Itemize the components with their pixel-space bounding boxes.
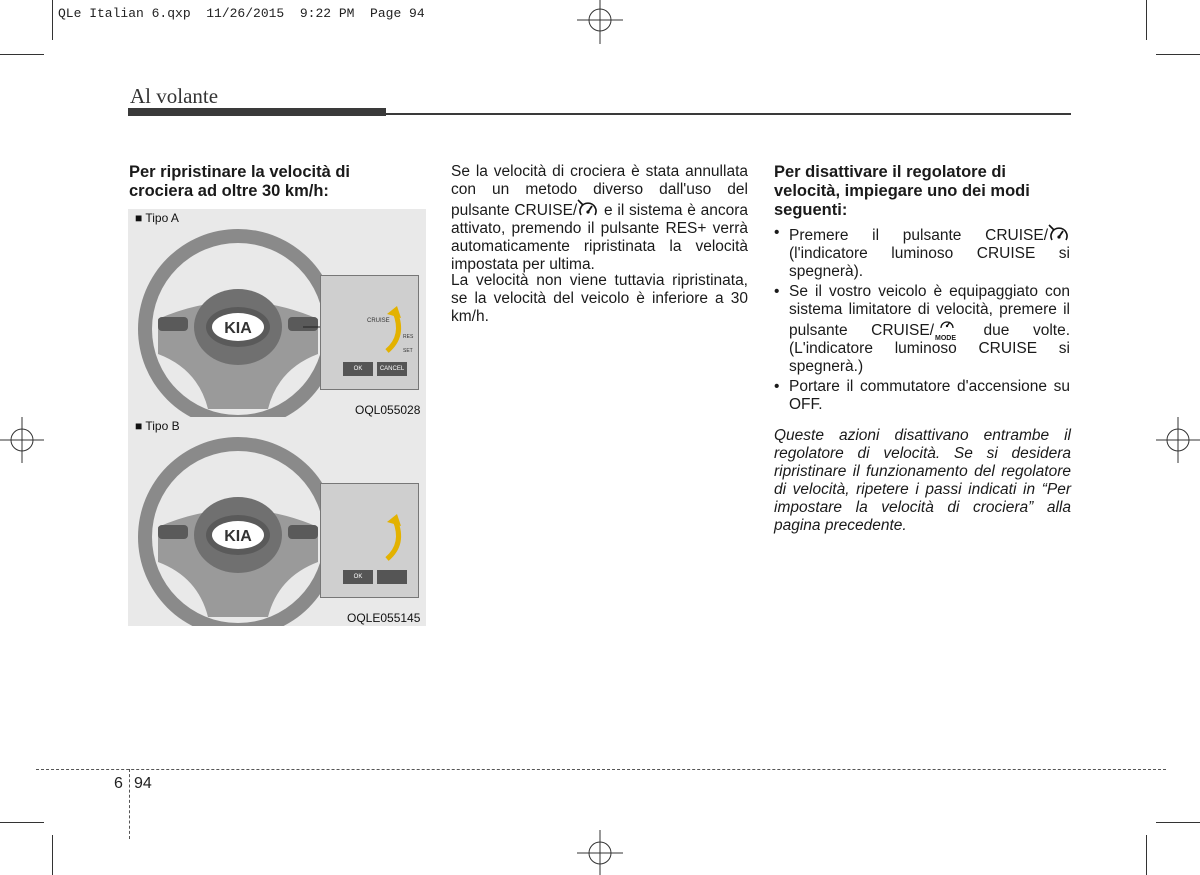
- figure-tipo-b: [128, 417, 426, 626]
- speed-limiter-mode-icon: [934, 319, 960, 342]
- crop-mark: [52, 0, 53, 40]
- button-inset: [320, 275, 419, 390]
- p1-text-a: Se la velocità di crociera è stata annullata con un metodo diverso dall'uso del pulsante CRUISE/: [451, 163, 748, 219]
- header-rule-thin: [386, 113, 1071, 115]
- crop-mark: [1146, 0, 1147, 40]
- b2-text-a: Se il vostro veicolo è equipaggiato con sistema limitatore di velocità, premere il pulsante CRUISE/: [789, 283, 1070, 339]
- crop-mark: [1146, 835, 1147, 875]
- figure-code: OQLE055145: [347, 611, 421, 625]
- list-item: [774, 224, 1070, 281]
- figure-label: ■ Tipo B: [135, 419, 180, 433]
- crop-mark: [1156, 822, 1200, 823]
- list-item: • Portare il commutatore d'accensione su OFF.: [774, 378, 1070, 414]
- deactivation-list: [774, 224, 1070, 416]
- kia-logo: KIA: [224, 320, 252, 337]
- left-heading: Per ripristinare la velocità di crociera ad oltre 30 km/h:: [129, 163, 351, 200]
- arrow-up-icon: [381, 306, 414, 356]
- ok-button: [343, 570, 373, 584]
- ok-button-label: OK: [353, 574, 363, 580]
- cruise-button-label: CRUISE: [367, 318, 390, 324]
- registration-mark-right: [1156, 415, 1200, 465]
- mode-button: [377, 570, 407, 584]
- figure-label: ■ Tipo A: [135, 211, 179, 225]
- registration-mark-left: [0, 415, 44, 465]
- middle-paragraph-1: [451, 163, 748, 274]
- footer-dashed-divider: [129, 769, 130, 839]
- b2-text-b: due volte. (L'indicatore luminoso CRUISE si spegnerà.): [789, 322, 1070, 375]
- ok-button: [343, 362, 373, 376]
- b1-text-b: (l'indicatore luminoso CRUISE si spegnerà).: [789, 245, 1070, 280]
- crop-mark: [0, 822, 44, 823]
- cruise-speedometer-icon: [577, 199, 599, 219]
- crop-mark: [0, 54, 44, 55]
- cancel-button: [377, 362, 407, 376]
- footer-dashed-rule: [36, 769, 1166, 770]
- right-heading: Per disattivare il regolatore di velocità, impiegare uno dei modi seguenti:: [774, 163, 1030, 219]
- set-label: SET: [403, 348, 413, 354]
- cruise-speedometer-icon: [1048, 224, 1070, 244]
- ok-button-label: OK: [353, 366, 363, 372]
- list-item: [774, 283, 1070, 376]
- middle-paragraph-2: La velocità non viene tuttavia ripristinata, se la velocità del veicolo è inferiore a 30 km/h.: [451, 272, 748, 325]
- section-title: Al volante: [130, 84, 219, 108]
- crop-mark: [1156, 54, 1200, 55]
- print-slug: QLe Italian 6.qxp 11/26/2015 9:22 PM Page 94: [58, 6, 425, 21]
- figure-tipo-a: [128, 209, 426, 418]
- header-rule-thick: [128, 108, 386, 116]
- b1-text-a: Premere il pulsante CRUISE/: [789, 227, 1048, 244]
- registration-mark-top: [575, 0, 625, 44]
- crop-mark: [52, 835, 53, 875]
- page-number: 94: [134, 775, 152, 792]
- res-label: RES: [403, 334, 414, 340]
- kia-logo: KIA: [224, 528, 252, 545]
- italic-note: Queste azioni disattivano entrambe il regolatore di velocità. Se si desidera ripristinare il funzionamento del regolatore di velocità, ripetere i passi indicati in “Per impostare la velocità di crociera” alla pagina precedente.: [774, 427, 1071, 534]
- figure-code: OQL055028: [355, 403, 421, 417]
- p1-text-b: e il sistema è ancora attivato, premendo il pulsante RES+ verrà automaticamente ripristinata la velocità impostata per ultima.: [451, 202, 748, 273]
- mode-label: MODE: [935, 335, 957, 342]
- cancel-button-label: CANCEL: [379, 366, 405, 372]
- button-inset: [320, 483, 419, 598]
- chapter-number: 6: [114, 775, 123, 792]
- registration-mark-bottom: [575, 830, 625, 875]
- arrow-up-icon: [381, 514, 411, 564]
